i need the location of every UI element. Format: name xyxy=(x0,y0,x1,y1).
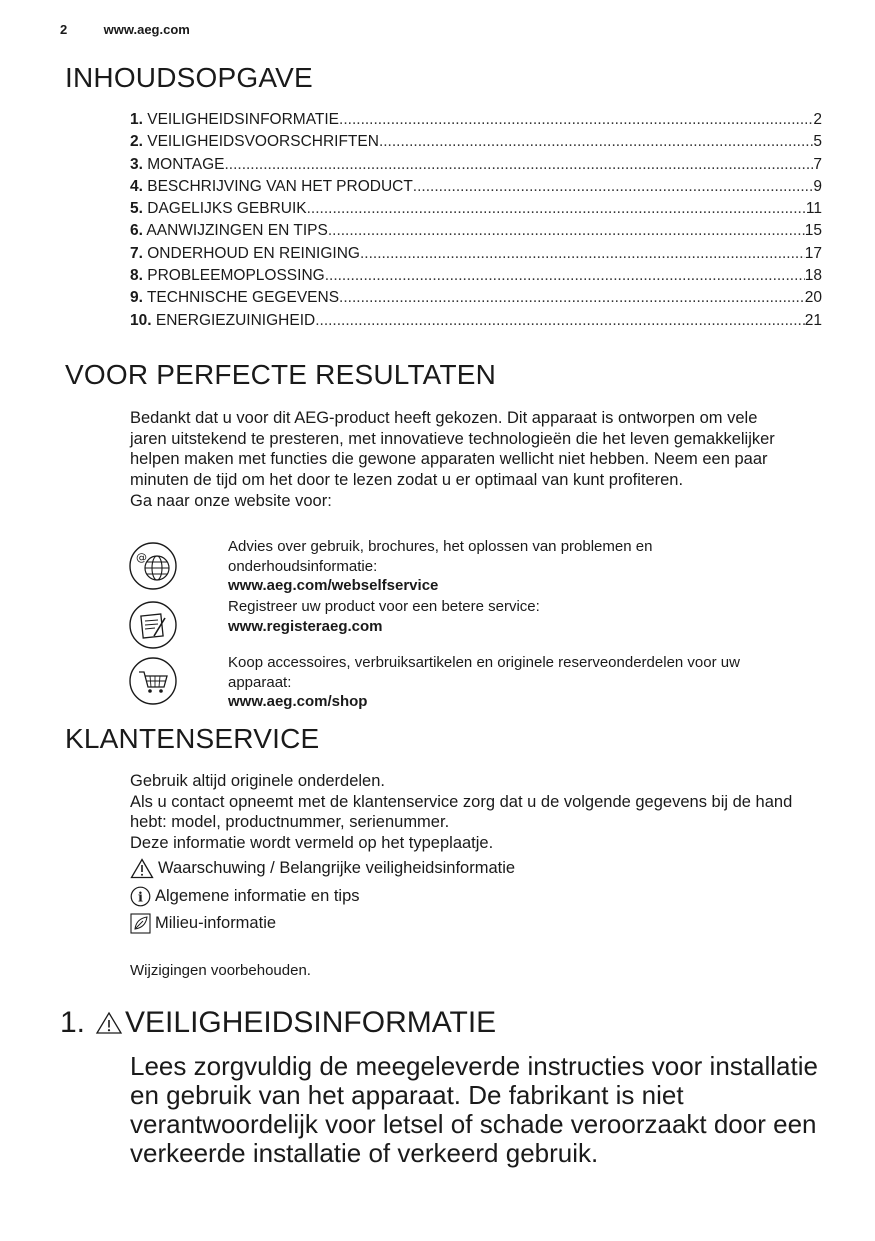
toc-item-page: 17 xyxy=(804,244,822,262)
changes-note: Wijzigingen voorbehouden. xyxy=(130,962,311,979)
toc-dot-leader xyxy=(224,156,813,174)
page-header xyxy=(60,22,190,37)
toc-dot-leader xyxy=(379,133,813,151)
warning-triangle-icon xyxy=(95,1011,123,1035)
service-text-register xyxy=(228,597,803,636)
legend-environment xyxy=(130,913,276,934)
cs-line-3: Deze informatie wordt vermeld op het typeplaatje. xyxy=(130,834,494,853)
toc-item-title: ENERGIEZUINIGHEID xyxy=(155,311,316,329)
header-website[interactable]: www.aeg.com xyxy=(103,22,190,37)
intro-paragraph xyxy=(130,408,795,512)
toc-item-number: 4. xyxy=(130,177,143,195)
svg-text:i: i xyxy=(138,890,143,906)
section-1-number: 1. xyxy=(60,1006,86,1039)
registration-form-icon xyxy=(128,600,178,650)
toc-dot-leader xyxy=(307,200,806,218)
globe-at-icon xyxy=(128,541,178,591)
link-shop[interactable]: www.aeg.com/shop xyxy=(228,693,368,710)
link-webselfservice[interactable]: www.aeg.com/webselfservice xyxy=(228,577,439,594)
toc-item-label xyxy=(130,312,315,330)
toc-dot-leader xyxy=(328,222,805,240)
toc-item-number: 2. xyxy=(130,133,143,151)
cs-line-2: Als u contact opneemt met de klantenservice zorg dat u de volgende gegevens bij de hand hebt: model, productnummer, serienummer. xyxy=(130,792,793,832)
service-text-shop xyxy=(228,653,803,712)
toc-item[interactable] xyxy=(130,222,822,244)
legend-info xyxy=(130,886,360,907)
toc-item-label xyxy=(130,111,339,129)
service-row-register xyxy=(128,597,808,657)
customer-service-paragraph xyxy=(130,771,810,854)
toc-item-page: 5 xyxy=(813,133,822,151)
toc-title: INHOUDSOPGAVE xyxy=(65,62,313,93)
toc-item-number: 5. xyxy=(130,200,143,218)
toc-item[interactable] xyxy=(130,200,822,222)
toc-item-page: 15 xyxy=(804,222,822,240)
svg-text:@: @ xyxy=(136,551,147,564)
toc-item[interactable] xyxy=(130,133,822,155)
intro-text: Bedankt dat u voor dit AEG-product heeft gekozen. Dit apparaat is ontworpen om vele jaren uitstekend te presteren, met innovatieve technologieën die het leven gemakkelijker helpen maken met functies die gewone apparaten wellicht niet hebben. Neem een paar minuten de tijd om het door te lezen zodat u er optimaal van kunt profiteren. xyxy=(130,409,775,490)
toc-dot-leader xyxy=(339,289,805,307)
service-row-webselfservice xyxy=(128,537,808,597)
toc-item-number: 1. xyxy=(130,111,143,128)
customer-service-title: KLANTENSERVICE xyxy=(65,723,320,754)
toc-item-page: 21 xyxy=(804,311,822,329)
toc-item-page: 9 xyxy=(813,177,822,195)
website-prompt: Ga naar onze website voor: xyxy=(130,491,332,510)
legend-warning xyxy=(130,858,515,879)
toc-item[interactable] xyxy=(130,267,822,289)
toc-item-label xyxy=(130,133,379,151)
leaf-environment-icon xyxy=(130,913,151,934)
toc-dot-leader xyxy=(315,312,805,330)
toc-item[interactable] xyxy=(130,245,822,267)
legend-info-text: Algemene informatie en tips xyxy=(155,887,360,905)
toc-item-title: VEILIGHEIDSVOORSCHRIFTEN xyxy=(147,133,379,151)
service-desc-shop: Koop accessoires, verbruiksartikelen en originele reserveonderdelen voor uw apparaat: xyxy=(228,654,740,691)
toc-item[interactable] xyxy=(130,312,822,334)
toc-item[interactable] xyxy=(130,111,822,133)
toc-item-title: ONDERHOUD EN REINIGING xyxy=(147,244,360,262)
legend-environment-text: Milieu-informatie xyxy=(155,914,277,932)
toc-item-label xyxy=(130,222,328,240)
toc-item-number: 7. xyxy=(130,244,143,262)
toc-item-number: 9. xyxy=(130,289,143,307)
legend-warning-text: Waarschuwing / Belangrijke veiligheidsinformatie xyxy=(158,859,516,877)
toc-item-title: AANWIJZINGEN EN TIPS xyxy=(146,222,328,240)
shopping-cart-icon xyxy=(128,656,178,706)
service-row-shop xyxy=(128,653,808,713)
link-register[interactable]: www.registeraeg.com xyxy=(228,617,383,635)
toc-item-title: BESCHRIJVING VAN HET PRODUCT xyxy=(147,177,413,195)
toc-item[interactable] xyxy=(130,289,822,311)
table-of-contents xyxy=(130,111,822,334)
toc-item-label xyxy=(130,289,339,307)
toc-item-number: 8. xyxy=(130,267,143,285)
toc-item-label xyxy=(130,267,325,285)
service-desc-webselfservice: Advies over gebruik, brochures, het oplossen van problemen en onderhoudsinformatie: xyxy=(228,538,653,575)
toc-dot-leader xyxy=(413,178,814,196)
info-circle-icon xyxy=(130,886,151,907)
page-number: 2 xyxy=(60,22,68,37)
toc-item-label xyxy=(130,200,307,218)
section-1-heading xyxy=(60,1006,496,1040)
toc-item-label xyxy=(130,178,413,196)
toc-item-title: TECHNISCHE GEGEVENS xyxy=(146,289,340,307)
service-desc-register: Registreer uw product voor een betere service: xyxy=(228,598,540,615)
toc-item-page: 18 xyxy=(804,267,822,285)
toc-item[interactable] xyxy=(130,178,822,200)
service-text-webselfservice xyxy=(228,537,803,596)
toc-item[interactable] xyxy=(130,156,822,178)
toc-item-page: 2 xyxy=(813,111,822,128)
toc-item-page: 20 xyxy=(804,289,822,307)
toc-dot-leader xyxy=(339,111,813,129)
toc-dot-leader xyxy=(360,245,805,263)
toc-item-page: 11 xyxy=(805,200,822,218)
toc-dot-leader xyxy=(325,267,805,285)
perfect-results-title: VOOR PERFECTE RESULTATEN xyxy=(65,359,497,390)
toc-item-number: 10. xyxy=(130,311,152,329)
toc-item-title: MONTAGE xyxy=(147,155,225,173)
warning-triangle-icon xyxy=(130,858,154,879)
toc-item-label xyxy=(130,245,360,263)
toc-item-title: DAGELIJKS GEBRUIK xyxy=(147,200,307,218)
section-1-lead: Lees zorgvuldig de meegeleverde instructies voor installatie en gebruik van het apparaat. De fabrikant is niet verantwoordelijk voor letsel of schade veroorzaakt door een verkeerde installatie of verkeerd gebruik. xyxy=(130,1051,818,1168)
toc-item-label xyxy=(130,156,224,174)
toc-item-number: 3. xyxy=(130,155,143,173)
toc-item-title: PROBLEEMOPLOSSING xyxy=(147,267,325,285)
toc-item-page: 7 xyxy=(813,155,822,173)
cs-line-1: Gebruik altijd originele onderdelen. xyxy=(130,772,385,790)
toc-item-number: 6. xyxy=(130,222,143,240)
toc-item-title: VEILIGHEIDSINFORMATIE xyxy=(147,111,340,128)
section-1-title: VEILIGHEIDSINFORMATIE xyxy=(125,1006,497,1039)
